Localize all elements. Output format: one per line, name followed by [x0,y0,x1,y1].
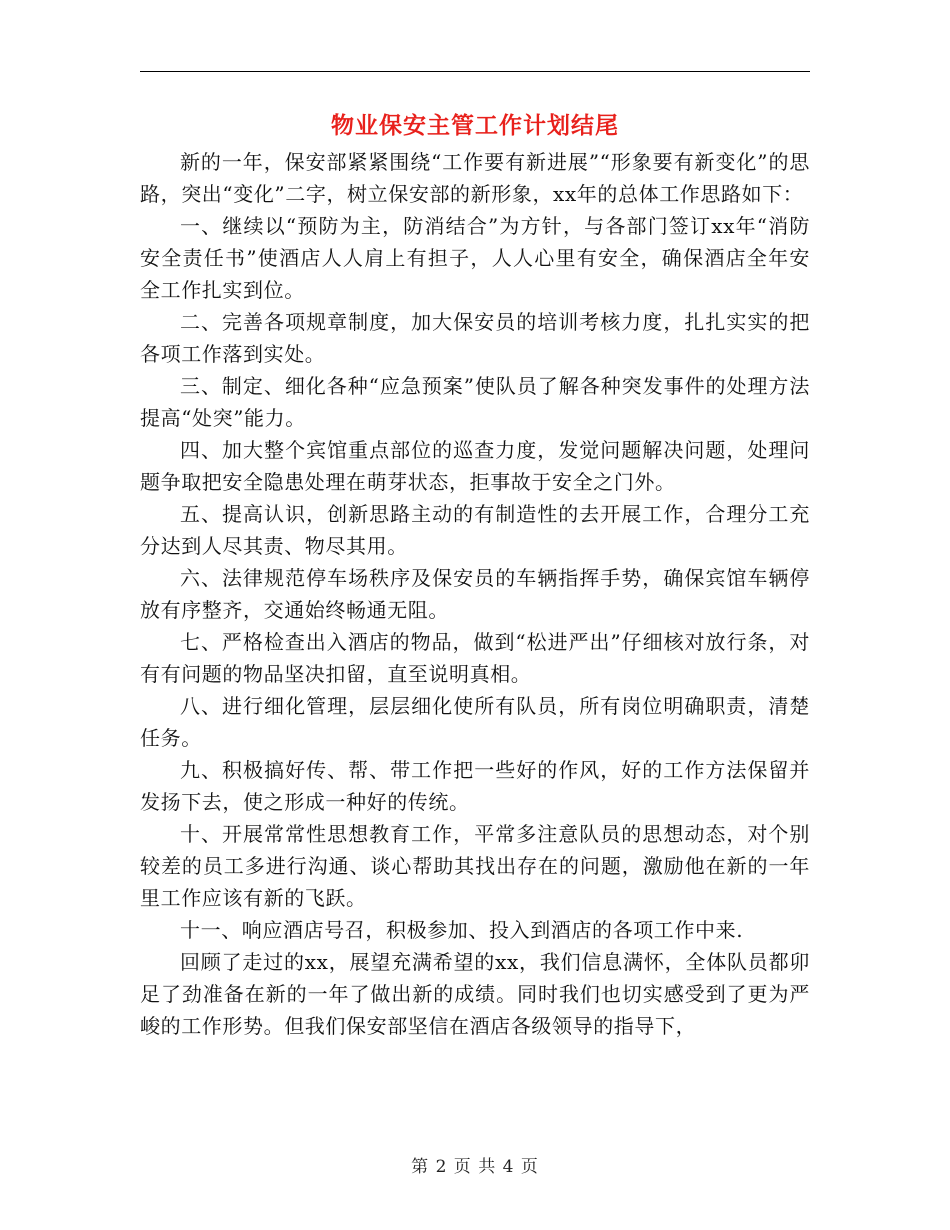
paragraph-item-5: 五、提高认识，创新思路主动的有制造性的去开展工作，合理分工充分达到人尽其责、物尽其用。 [140,502,810,558]
paragraph-item-1: 一、继续以“预防为主，防消结合”为方针，与各部门签订xx年“消防安全责任书”使酒店人人肩上有担子，人人心里有安全，确保酒店全年安全工作扎实到位。 [140,214,810,302]
paragraph-intro: 新的一年，保安部紧紧围绕“工作要有新进展”“形象要有新变化”的思路，突出“变化”二字，树立保安部的新形象，xx年的总体工作思路如下： [140,150,810,206]
header-rule [140,71,810,72]
paragraph-item-7: 七、严格检查出入酒店的物品，做到“松进严出”仔细核对放行条，对有有问题的物品坚决扣留，直至说明真相。 [140,630,810,686]
paragraph-item-10: 十、开展常常性思想教育工作，平常多注意队员的思想动态，对个别较差的员工多进行沟通、谈心帮助其找出存在的问题，激励他在新的一年里工作应该有新的飞跃。 [140,822,810,910]
document-title: 物业保安主管工作计划结尾 [331,113,619,139]
document-body [140,146,810,1042]
page-number-footer: 第 2 页 共 4 页 [411,1157,539,1177]
paragraph-item-9: 九、积极搞好传、帮、带工作把一些好的作风，好的工作方法保留并发扬下去，使之形成一种好的传统。 [140,758,810,814]
paragraph-item-2: 二、完善各项规章制度，加大保安员的培训考核力度，扎扎实实的把各项工作落到实处。 [140,310,810,366]
paragraph-item-11: 十一、响应酒店号召，积极参加、投入到酒店的各项工作中来. [180,918,744,942]
paragraph-item-3: 三、制定、细化各种“应急预案”使队员了解各种突发事件的处理方法提高“处突”能力。 [140,374,810,430]
paragraph-item-4: 四、加大整个宾馆重点部位的巡查力度，发觉问题解决问题，处理问题争取把安全隐患处理在萌芽状态，拒事故于安全之门外。 [140,438,810,494]
paragraph-closing: 回顾了走过的xx，展望充满希望的xx，我们信息满怀，全体队员都卯足了劲准备在新的一年了做出新的成绩。同时我们也切实感受到了更为严峻的工作形势。但我们保安部坚信在酒店各级领导的指导下， [140,950,810,1038]
paragraph-item-6: 六、法律规范停车场秩序及保安员的车辆指挥手势，确保宾馆车辆停放有序整齐，交通始终畅通无阻。 [140,566,810,622]
paragraph-item-8: 八、进行细化管理，层层细化使所有队员，所有岗位明确职责，清楚任务。 [140,694,810,750]
